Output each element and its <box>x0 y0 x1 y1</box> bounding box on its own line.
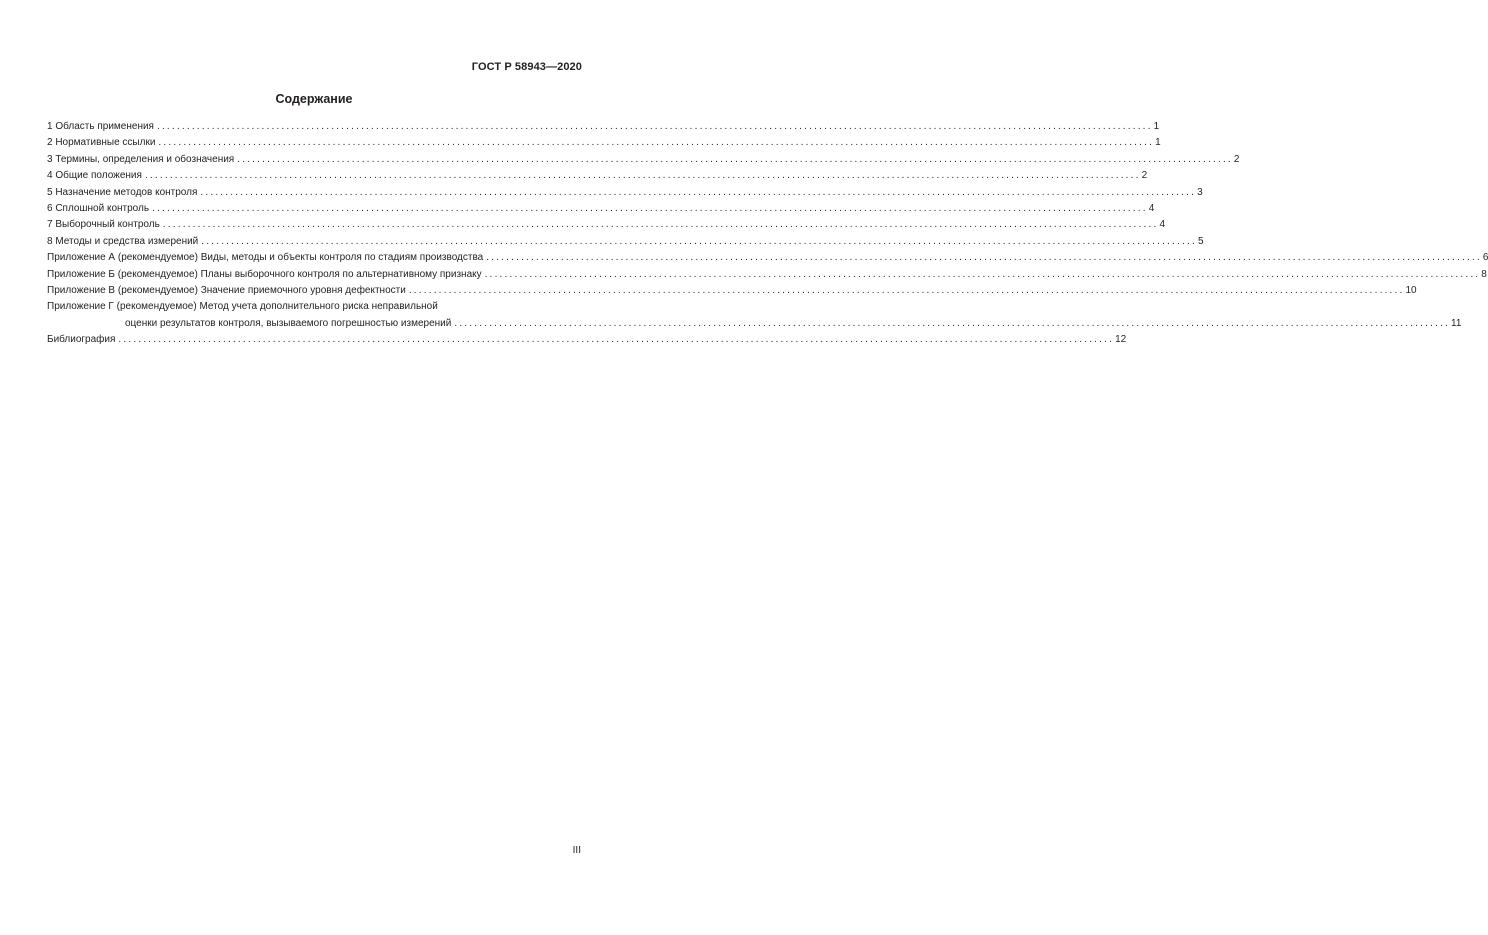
toc-leader-dots: ........................................................................................................................................................................................................ <box>201 235 1197 247</box>
toc-leader-dots: ........................................................................................................................................................................................................ <box>118 334 1115 346</box>
toc-entry-page: 8 <box>1481 268 1487 280</box>
toc-entry-page: 6 <box>1482 252 1488 264</box>
toc-entry-page: 2 <box>1233 153 1240 165</box>
toc-leader-dots: ........................................................................................................................................................................................................ <box>156 121 1153 132</box>
toc-entry[interactable] <box>47 201 1155 217</box>
toc-entry-text: Приложение А (рекомендуемое) Виды, методы и объекты контроля по стадиям производства <box>47 252 484 264</box>
toc-entry-text: 2 Нормативные ссылки <box>47 137 156 149</box>
toc-entry[interactable] <box>47 299 1462 332</box>
toc-entry[interactable] <box>47 168 1148 184</box>
toc-leader-dots: ........................................................................................................................................................................................................ <box>484 268 1481 280</box>
toc-entry-text: Приложение Г (рекомендуемое) Метод учета дополнительного риска неправильной <box>47 301 438 313</box>
toc-leader-dots: ........................................................................................................................................................................................................ <box>454 317 1451 329</box>
toc-entry[interactable] <box>47 234 1204 250</box>
toc-entry[interactable] <box>47 152 1240 168</box>
toc-entry[interactable] <box>47 135 1161 151</box>
toc-entry-page: 4 <box>1159 219 1166 231</box>
toc-leader-dots: ........................................................................................................................................................................................................ <box>200 186 1197 198</box>
toc-entry-bibliography[interactable] <box>47 332 1127 348</box>
toc-entry-page: 5 <box>1197 235 1204 247</box>
toc-entry-text: 1 Область применения <box>47 121 154 132</box>
toc-entry-page: 10 <box>1405 285 1417 297</box>
document-standard-number: ГОСТ Р 58943—2020 <box>471 61 582 73</box>
toc-entry[interactable] <box>47 119 1160 135</box>
toc-entry-text: 6 Сплошной контроль <box>47 203 150 215</box>
toc-entry-page: 1 <box>1153 121 1160 132</box>
toc-entry-text: Приложение В (рекомендуемое) Значение приемочного уровня дефектности <box>47 285 406 297</box>
toc-leader-dots: ........................................................................................................................................................................................................ <box>152 203 1148 215</box>
toc-entry-text: 3 Термины, определения и обозначения <box>47 153 235 165</box>
toc-entry[interactable] <box>47 185 1203 201</box>
toc-entry-page: 1 <box>1155 137 1161 149</box>
toc-entry-text: Библиография <box>47 334 116 346</box>
toc-entry-text: 4 Общие положения <box>47 170 142 182</box>
toc-entry-page: 2 <box>1141 170 1148 182</box>
toc-leader-dots: ........................................................................................................................................................................................................ <box>144 170 1141 182</box>
page-number: III <box>572 845 581 856</box>
toc-entry-page: 11 <box>1451 317 1462 329</box>
toc-leader-dots: ........................................................................................................................................................................................................ <box>237 153 1233 165</box>
toc-leader-dots: ........................................................................................................................................................................................................ <box>408 285 1405 297</box>
toc-entry[interactable] <box>47 283 1417 299</box>
toc-leader-dots: ........................................................................................................................................................................................................ <box>162 219 1159 231</box>
toc-entry-text: 5 Назначение методов контроля <box>47 186 198 198</box>
toc-leader-dots: ........................................................................................................................................................................................................ <box>158 137 1155 149</box>
toc-entry-text: 7 Выборочный контроль <box>47 219 160 231</box>
toc-entry[interactable] <box>47 217 1166 233</box>
toc-entry-text: Приложение Б (рекомендуемое) Планы выборочного контроля по альтернативному признаку <box>47 268 482 280</box>
toc-title: Содержание <box>275 92 353 106</box>
toc-entry[interactable] <box>47 250 1488 266</box>
toc-entry[interactable] <box>47 267 1487 283</box>
toc-entry-page: 4 <box>1148 203 1155 215</box>
toc-entry-page: 12 <box>1115 334 1127 346</box>
toc-entry-text: 8 Методы и средства измерений <box>47 235 199 247</box>
toc-entry-text-continued: оценки результатов контроля, вызываемого погрешностью измерений <box>125 317 452 329</box>
toc-entry-page: 3 <box>1197 186 1203 198</box>
table-of-contents <box>47 119 1488 349</box>
toc-leader-dots: ........................................................................................................................................................................................................ <box>486 252 1482 264</box>
